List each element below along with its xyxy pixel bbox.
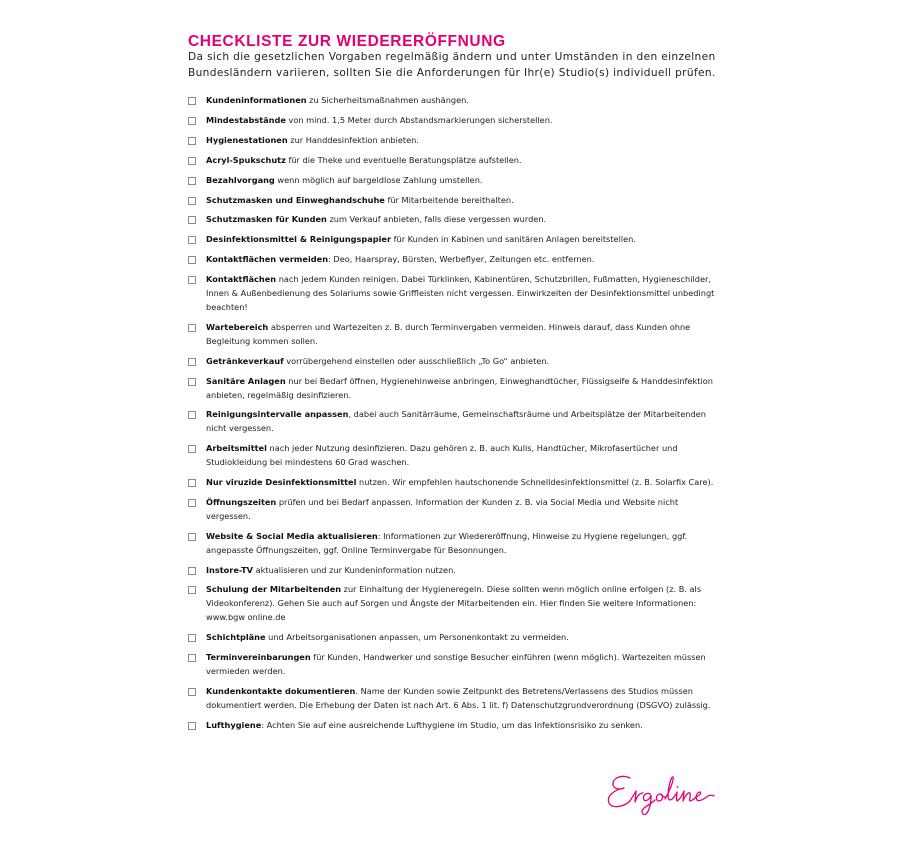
item-keyword: Terminvereinbarungen <box>206 652 311 663</box>
page-title: CHECKLISTE ZUR WIEDERERÖFFNUNG <box>188 33 506 50</box>
checkbox[interactable] <box>188 688 196 696</box>
item-text: wenn möglich auf bargeldlose Zahlung umstellen. <box>274 174 483 185</box>
item-text: : Deo, Haarspray, Bürsten, Werbeflyer, Zeitungen etc. entfernen. <box>328 254 595 265</box>
item-text: aktualisieren und zur Kundeninformation nutzen. <box>253 564 456 575</box>
checkbox[interactable] <box>188 256 196 264</box>
item-keyword: Hygienestationen <box>206 134 288 145</box>
intro-line-1: Da sich die gesetzlichen Vorgaben regelmäßig ändern und unter Umständen in den einzelnen <box>188 51 716 63</box>
item-keyword: Schutzmasken und Einweghandschuhe <box>206 194 385 205</box>
item-text: von mind. 1,5 Meter durch Abstandsmarkierungen sicherstellen. <box>285 114 553 125</box>
item-keyword: Acryl-Spukschutz <box>206 154 286 165</box>
item-keyword: Öffnungszeiten <box>206 496 277 507</box>
checklist-item <box>188 253 718 267</box>
checkbox[interactable] <box>188 445 196 453</box>
ergoline-logo <box>600 766 716 816</box>
checkbox[interactable] <box>188 411 196 419</box>
item-text: . Name der Kunden sowie Zeitpunkt des Betretens/Verlassens des Studios müssen dokumentiert werden. Die Erhebung der Daten ist nach Art. 6 Abs. 1 lit. f) Datenschutzgrundverordnung (DSGVO) zulässig. <box>206 685 711 710</box>
item-text: nach jedem Kunden reinigen. Dabei Türklinken, Kabinentüren, Schutzbrillen, Fußmatten, Hygieneschilder, Innen & Außenbedienung des Solariums sowie Griffleisten nicht vergessen. Einwirkzeiten der Desinfektionsmittel unbedingt beachten! <box>206 274 715 312</box>
checklist-item <box>188 321 718 349</box>
item-keyword: Website & Social Media aktualisieren <box>206 530 378 541</box>
checklist <box>188 94 718 739</box>
item-text: : Achten Sie auf eine ausreichende Lufthygiene im Studio, um das Infektionsrisiko zu senken. <box>261 719 643 730</box>
checkbox[interactable] <box>188 378 196 386</box>
checklist-item <box>188 476 718 490</box>
checkbox[interactable] <box>188 654 196 662</box>
item-text: zum Verkauf anbieten, falls diese vergessen wurden. <box>326 214 547 225</box>
item-keyword: Kundeninformationen <box>206 95 307 105</box>
checklist-item <box>188 94 718 108</box>
checkbox[interactable] <box>188 499 196 507</box>
checklist-item <box>188 213 718 227</box>
item-text: absperren und Wartezeiten z. B. durch Terminvergaben vermeiden. Hinweis darauf, dass Kunden ohne Begleitung kommen sollen. <box>206 321 691 346</box>
checklist-item <box>188 685 718 713</box>
item-text: nur bei Bedarf öffnen, Hygienehinweise anbringen, Einweghandtücher, Flüssigseife & Handdesinfektion anbieten, regelmäßig desinfizieren. <box>206 375 713 400</box>
checklist-item <box>188 583 718 625</box>
item-text: zu Sicherheitsmaßnahmen aushängen. <box>306 95 469 105</box>
checklist-item <box>188 375 718 403</box>
checkbox[interactable] <box>188 177 196 185</box>
checklist-item <box>188 631 718 645</box>
item-keyword: Wartebereich <box>206 321 269 332</box>
checklist-item <box>188 408 718 436</box>
item-text: nutzen. Wir empfehlen hautschonende Schnelldesinfektionsmittel (z. B. Solarfix Care). <box>356 477 714 488</box>
checkbox[interactable] <box>188 216 196 224</box>
checklist-item <box>188 719 718 733</box>
item-text: zur Einhaltung der Hygieneregeln. Diese sollten wenn möglich online erfolgen (z. B. als Videokonferenz). Gehen Sie auch auf Sorgen und Ängste der Mitarbeitenden ein. Hier finden Sie weitere Informationen: www.bgw online.de <box>206 584 702 623</box>
item-text: zur Handdesinfektion anbieten. <box>287 134 419 145</box>
item-text: prüfen und bei Bedarf anpassen. Information der Kunden z. B. via Social Media und Website nicht vergessen. <box>206 496 679 521</box>
checkbox[interactable] <box>188 479 196 487</box>
item-text: und Arbeitsorganisationen anpassen, um Personenkontakt zu vermeiden. <box>265 632 569 643</box>
item-keyword: Kundenkontakte dokumentieren <box>206 685 356 696</box>
item-keyword: Kontaktflächen vermeiden <box>206 254 329 265</box>
item-keyword: Nur viruzide Desinfektionsmittel <box>206 477 357 488</box>
checkbox[interactable] <box>188 97 196 105</box>
item-keyword: Arbeitsmittel <box>206 443 267 454</box>
checkbox[interactable] <box>188 586 196 594</box>
item-keyword: Getränkeverkauf <box>206 355 284 366</box>
item-keyword: Lufthygiene <box>206 719 262 730</box>
checkbox[interactable] <box>188 157 196 165</box>
checklist-item <box>188 564 718 578</box>
item-keyword: Kontaktflächen <box>206 274 277 285</box>
checklist-item <box>188 154 718 168</box>
checkbox[interactable] <box>188 533 196 541</box>
item-keyword: Schichtpläne <box>206 632 266 643</box>
checklist-item <box>188 355 718 369</box>
checkbox[interactable] <box>188 358 196 366</box>
item-text: für Kunden in Kabinen und sanitären Anlagen bereitstellen. <box>391 234 636 245</box>
checklist-item <box>188 114 718 128</box>
checkbox[interactable] <box>188 722 196 730</box>
intro-line-2: Bundesländern variieren, sollten Sie die Anforderungen für Ihr(e) Studio(s) individuell prüfen. <box>188 66 716 79</box>
checklist-item <box>188 442 718 470</box>
item-keyword: Desinfektionsmittel & Reinigungspapier <box>206 234 392 245</box>
item-text: nach jeder Nutzung desinfizieren. Dazu gehören z. B. auch Kulis, Handtücher, Mikrofasertücher und Studiokleidung bei mindestens 60 Grad waschen. <box>206 443 678 468</box>
checklist-item <box>188 174 718 188</box>
checklist-item <box>188 651 718 679</box>
intro-text <box>188 50 723 81</box>
checklist-item <box>188 496 718 524</box>
item-keyword: Instore-TV <box>206 564 253 575</box>
checklist-item <box>188 530 718 558</box>
document-header <box>188 33 723 81</box>
checkbox[interactable] <box>188 197 196 205</box>
checkbox[interactable] <box>188 137 196 145</box>
checkbox[interactable] <box>188 276 196 284</box>
checkbox[interactable] <box>188 324 196 332</box>
checkbox[interactable] <box>188 634 196 642</box>
item-text: für Mitarbeitende bereithalten. <box>384 194 514 205</box>
checkbox[interactable] <box>188 236 196 244</box>
item-keyword: Schulung der Mitarbeitenden <box>206 584 342 595</box>
item-text: vorrübergehend einstellen oder ausschließlich „To Go“ anbieten. <box>283 355 550 366</box>
item-keyword: Schutzmasken für Kunden <box>206 214 327 225</box>
item-text: für die Theke und eventuelle Beratungsplätze aufstellen. <box>285 154 522 165</box>
item-text: : Informationen zur Wiedereröffnung, Hinweise zu Hygiene regelungen, ggf. angepasste Öffnungszeiten, ggf. Online Terminvergabe für Besonnungen. <box>206 530 688 555</box>
checklist-item <box>188 273 718 315</box>
item-keyword: Mindestabstände <box>206 114 286 125</box>
item-keyword: Sanitäre Anlagen <box>206 375 286 386</box>
checkbox[interactable] <box>188 567 196 575</box>
item-text: für Kunden, Handwerker und sonstige Besucher einführen (wenn möglich). Wartezeiten müssen vermieden werden. <box>206 652 706 676</box>
item-text: , dabei auch Sanitärräume, Gemeinschaftsräume und Arbeitsplätze der Mitarbeitenden nicht vergessen. <box>206 409 706 434</box>
checklist-item <box>188 233 718 247</box>
checklist-item <box>188 134 718 148</box>
checkbox[interactable] <box>188 117 196 125</box>
item-keyword: Reinigungsintervalle anpassen <box>206 409 349 420</box>
item-keyword: Bezahlvorgang <box>206 174 275 185</box>
checklist-item <box>188 194 718 208</box>
